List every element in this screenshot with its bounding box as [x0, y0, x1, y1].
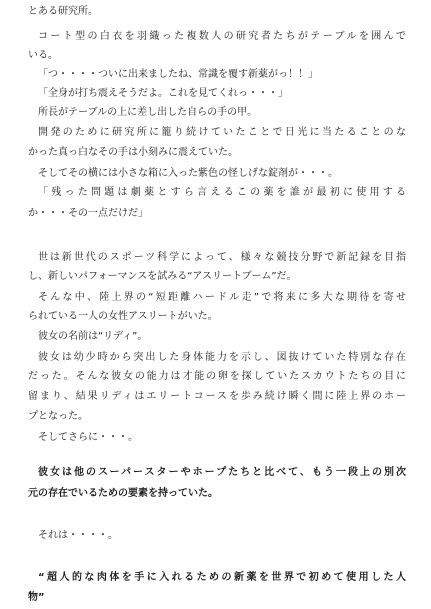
text-line: とある研究所。 — [28, 6, 98, 17]
text-line: られている一人の女性アスリートがいた。 — [28, 311, 218, 322]
text-line: かった真っ白なその手は小刻みに震えていた。 — [28, 147, 238, 158]
text-line: それは・・・・。 — [38, 530, 118, 541]
text-line: か・・・その一点だけだ」 — [28, 208, 148, 219]
text-line: 彼女は幼少時から突出した身体能力を示し、図抜けていた特別な存在 — [38, 352, 406, 363]
text-line: 「つ・・・・ついに出来ましたね、常識を覆す新薬がっ！！」 — [38, 69, 318, 80]
text-line: 開発のために研究所に籠り続けていたことで日光に当たることのな — [38, 127, 406, 138]
text-line: “超人的な肉体を手に入れるための新薬を世界で初めて使用した人 — [38, 572, 406, 583]
text-line: 彼女は他のスーパースターやホープたちと比べて、もう一段上の別次 — [38, 467, 406, 478]
text-line: プとなった。 — [28, 411, 88, 422]
text-line: そしてその横には小さな箱に入った紫色の怪しげな錠剤が・・・。 — [38, 168, 338, 179]
text-line: 元の存在でいるための要素を持っていた。 — [28, 488, 218, 499]
text-line: そしてさらに・・・。 — [38, 432, 138, 443]
text-line: いる。 — [28, 50, 58, 61]
text-line: そんな中、陸上界の“短距離ハードル走”で将来に多大な期待を寄せ — [38, 292, 406, 303]
text-line: 留まり、結果リディはエリートコースを歩み続け瞬く間に陸上界のホー — [28, 391, 406, 402]
text-line: 所長がテーブルの上に差し出した自らの手の甲。 — [38, 107, 258, 118]
text-line: コート型の白衣を羽織った複数人の研究者たちがテーブルを囲んで — [38, 31, 406, 42]
text-line: 世は新世代のスポーツ科学によって、様々な競技分野で新記録を目指 — [38, 252, 406, 263]
text-line: だった。そんな彼女の能力は才能の卵を探していたスカウトたちの目に — [28, 371, 406, 382]
text-line: 「全身が打ち震えそうだよ。これを見てくれっ・・・」 — [38, 88, 288, 99]
text-line: 彼女の名前は“リディ”。 — [38, 331, 148, 342]
text-line: し、新しいパフォーマンスを試みる“アスリートブーム”だ。 — [28, 271, 297, 282]
text-line: 物” — [28, 592, 45, 603]
text-line: 「残った問題は劇薬とすら言えるこの薬を誰が最初に使用する — [38, 187, 406, 198]
